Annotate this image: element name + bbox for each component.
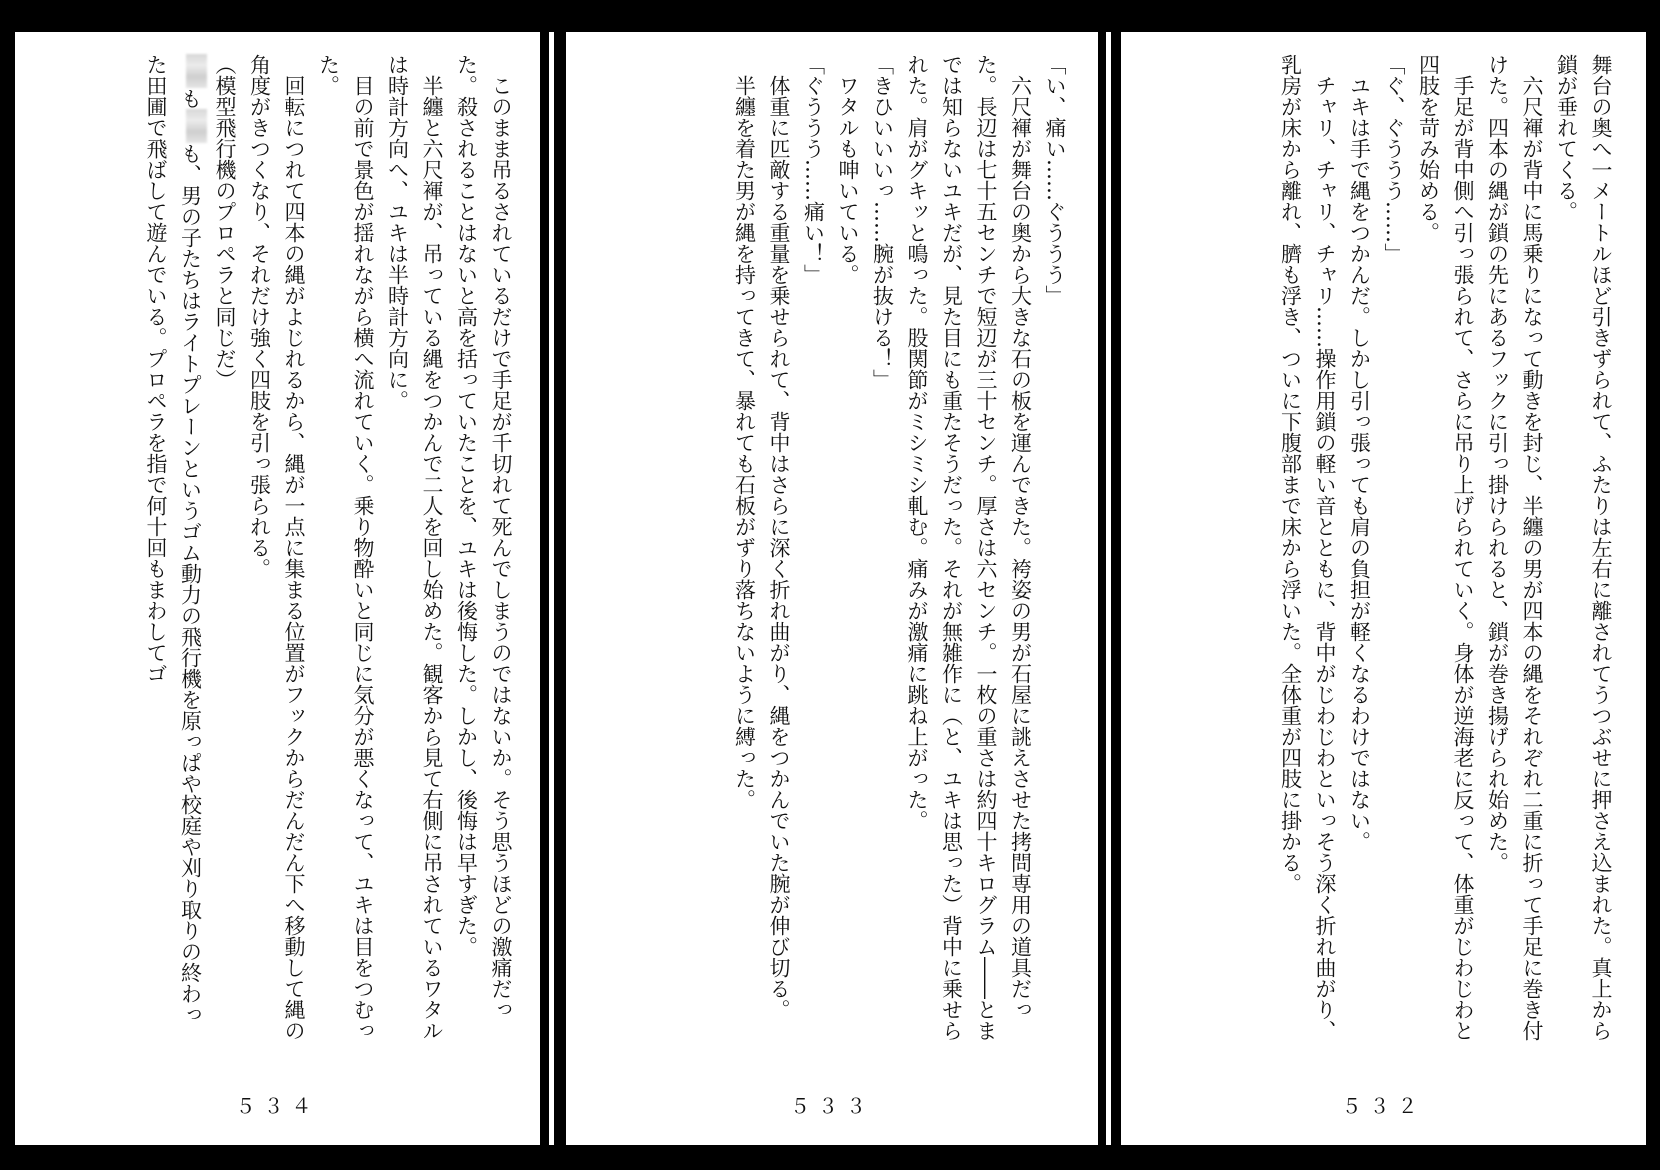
page-number: ５３４ xyxy=(235,1094,320,1118)
paragraph: 「い、痛い……ぐううう」 xyxy=(1043,54,1067,306)
page-534 xyxy=(15,32,540,1145)
page-body xyxy=(727,54,1072,1044)
redacted-text xyxy=(186,54,207,88)
page-533 xyxy=(566,32,1098,1145)
paragraph: 「ぐううう……痛い！」 xyxy=(801,54,826,285)
page-number: ５３３ xyxy=(790,1094,874,1118)
paragraph: 「ぐ、ぐううう……」 xyxy=(1382,54,1406,264)
page-532 xyxy=(1121,32,1646,1145)
page-body xyxy=(139,54,519,1044)
paragraph: 目の前で景色が揺れながら横へ流れていく。乗り物酔いと同じに気分が悪くなって、ユキは目をつむった。 xyxy=(316,54,375,1041)
paragraph: ワタルも呻いている。 xyxy=(836,54,860,285)
paragraph: 回転につれて四本の縄がよじれるから、縄が一点に集まる位置がフックからだんだん下へ移動して縄の角度がきつくなり、それだけ強く四肢を引っ張られる。 xyxy=(247,54,306,1041)
paragraph: チャリ、チャリ、チャリ……操作用鎖の軽い音とともに、背中がじわじわといっそう深く折れ曲がり、乳房が床から離れ、臍も浮き、ついに下腹部まで床から浮いた。全体重が四肢に掛かる。 xyxy=(1278,54,1337,1041)
paragraph: このまま吊るされているだけで手足が千切れて死んでしまうのではないか。そう思うほどの激痛だった。殺されることはないと高を括っていたことを、ユキは後悔した。しかし、後悔は早すぎた。 xyxy=(454,54,513,1020)
paragraph: もも、男の子たちはライトプレーンというゴム動力の飛行機を原っぱや校庭や刈り取りの終わった田圃で飛ばして遊んでいる。プロペラを指で何十回もまわしてゴ xyxy=(139,54,208,1044)
paragraph: 体重に匹敵する重量を乗せられて、背中はさらに深く折れ曲がり、縄をつかんでいた腕が伸び切る。 xyxy=(767,54,791,1020)
page-gutter-right xyxy=(1106,32,1111,1145)
paragraph: ユキは手で縄をつかんだ。しかし引っ張っても肩の負担が軽くなるわけではない。 xyxy=(1347,54,1372,852)
paragraph: （模型飛行機のプロペラと同じだ） xyxy=(213,54,237,390)
paragraph: 半纏と六尺褌が、吊っている縄をつかんで二人を回し始めた。観客から見て右側に吊されているワタルは時計方向へ、ユキは半時計方向に。 xyxy=(385,54,444,1041)
page-body xyxy=(1273,54,1618,1044)
paragraph: 六尺褌が背中に馬乗りになって動きを封じ、半纏の男が四本の縄をそれぞれ二重に折って手足に巻き付けた。四本の縄が鎖の先にあるフックに引っ掛けられると、鎖が巻き揚げられ始めた。 xyxy=(1485,54,1544,1041)
paragraph: 半纏を着た男が縄を持ってきて、暴れても石板がずり落ちないように縛った。 xyxy=(732,54,757,810)
paragraph: 手足が背中側へ引っ張られて、さらに吊り上げられていく。身体が逆海老に反って、体重がじわじわと四肢を苛み始める。 xyxy=(1416,54,1475,1041)
paragraph: 「きひいいいっ……腕が抜ける！」 xyxy=(870,54,895,390)
page-number: ５３２ xyxy=(1341,1094,1426,1118)
redacted-text xyxy=(186,109,207,143)
paragraph: 舞台の奥へ一メートルほど引きずられて、ふたりは左右に離されてうつぶせに押さえ込まれた。真上から鎖が垂れてくる。 xyxy=(1554,54,1613,1041)
paragraph: 六尺褌が舞台の奥から大きな石の板を運んできた。袴姿の男が石屋に誂えさせた拷問専用の道具だった。長辺は七十五センチで短辺が三十センチ。厚さは六センチ。一枚の重さは約四十キログラム――とまでは知らないユキだが、見た目にも重たそうだった。それが無雑作に（と、ユキは思った）背中に乗せられた。肩がグキッと鳴った。股関節がミシミシ軋む。痛みが激痛に跳ね上がった。 xyxy=(905,54,1033,1041)
page-gutter-left xyxy=(549,32,554,1145)
